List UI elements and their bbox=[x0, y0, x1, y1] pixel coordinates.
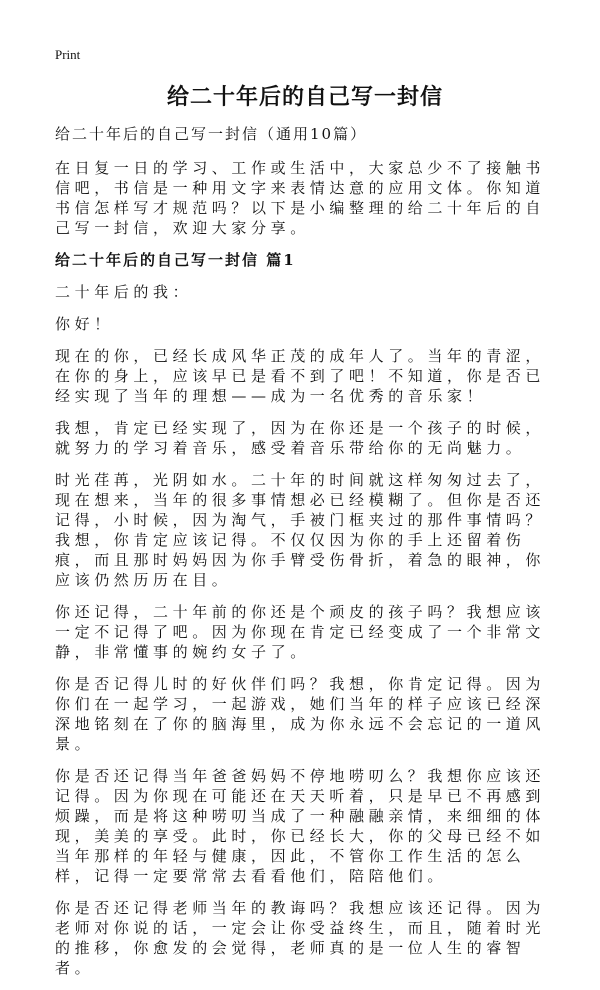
greeting: 你好！ bbox=[55, 315, 114, 333]
section-heading: 给二十年后的自己写一封信 篇1 bbox=[55, 251, 296, 269]
document-title: 给二十年后的自己写一封信 bbox=[166, 84, 443, 110]
document-body bbox=[55, 82, 555, 990]
document-subtitle: 给二十年后的自己写一封信（通用10篇） bbox=[55, 125, 368, 143]
salutation: 二十年后的我： bbox=[55, 283, 193, 301]
body-paragraph: 你是否还记得老师当年的教诲吗？我想应该还记得。因为老师对你说的话，一定会让你受益终生，而且，随着时光的推移，你愈发的会觉得，老师真的是一位人生的睿智者。 bbox=[55, 899, 546, 977]
body-paragraph: 我想，肯定已经实现了，因为在你还是一个孩子的时候，就努力的学习着音乐，感受着音乐带给你的无尚魅力。 bbox=[55, 419, 546, 457]
body-paragraph: 你还记得，二十年前的你还是个顽皮的孩子吗？我想应该一定不记得了吧。因为你现在肯定已经变成了一个非常文静，非常懂事的婉约女子了。 bbox=[55, 603, 546, 661]
body-paragraph: 你是否还记得当年爸爸妈妈不停地唠叨么？我想你应该还记得。因为你现在可能还在天天听着，只是早已不再感到烦躁，而是将这种唠叨当成了一种融融亲情，来细细的体现，美美的享受。此时，你已经长大，你的父母已经不如当年那样的年轻与健康，因此，不管你工作生活的怎么样，记得一定要常常去看看他们，陪陪他们。 bbox=[55, 767, 546, 885]
body-paragraph: 你是否记得儿时的好伙伴们吗？我想，你肯定记得。因为你们在一起学习，一起游戏，她们当年的样子应该已经深深地铭刻在了你的脑海里，成为你永远不会忘记的一道风景。 bbox=[55, 675, 546, 753]
intro-paragraph: 在日复一日的学习、工作或生活中，大家总少不了接触书信吧，书信是一种用文字来表情达意的应用文体。你知道书信怎样写才规范吗？以下是小编整理的给二十年后的自己写一封信，欢迎大家分享。 bbox=[55, 159, 546, 237]
body-paragraph: 时光荏苒，光阴如水。二十年的时间就这样匆匆过去了，现在想来，当年的很多事情想必已经模糊了。但你是否还记得，小时候，因为淘气，手被门框夹过的那件事情吗？我想，你肯定应该记得。不仅仅因为你的手上还留着伤痕，而且那时妈妈因为你手臂受伤骨折，着急的眼神，你应该仍然历历在目。 bbox=[55, 471, 546, 589]
body-paragraph: 现在的你，已经长成风华正茂的成年人了。当年的青涩，在你的身上，应该早已是看不到了吧！不知道，你是否已经实现了当年的理想——成为一名优秀的音乐家！ bbox=[55, 347, 546, 405]
print-link[interactable]: Print bbox=[55, 47, 81, 62]
